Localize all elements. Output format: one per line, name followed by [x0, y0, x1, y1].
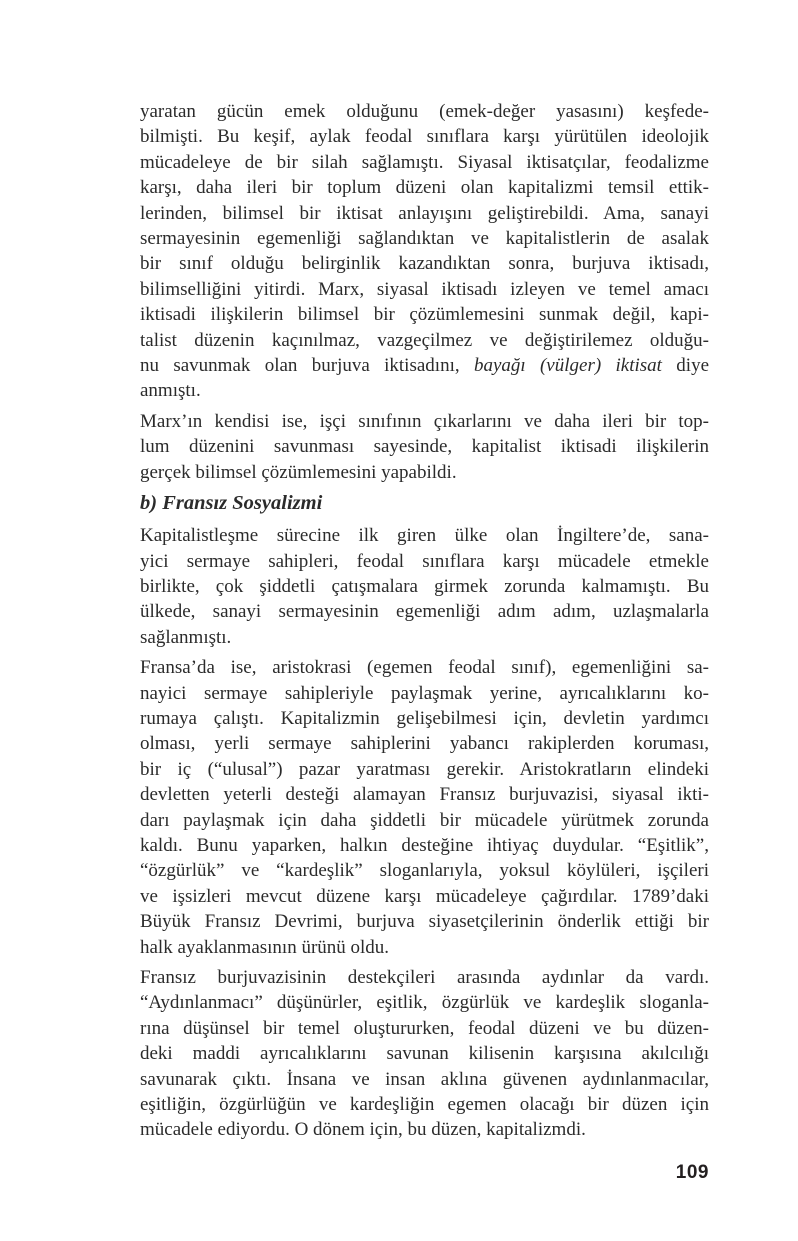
paragraph-england-capitalism — [140, 523, 709, 650]
text-line: birlikte, çok şiddetli çatışmalara girmek zorunda kalmamıştı. Bu — [140, 575, 709, 597]
text-line — [140, 353, 709, 378]
text-line: lerinden, bilimsel bir iktisat anlayışını geliştirebildi. Ama, sanayi — [140, 202, 709, 224]
text-line: bir iç (“ulusal”) pazar yaratması gerekir. Aristokratların elindeki — [140, 758, 709, 780]
text-line: savunarak çıktı. İnsana ve insan aklına güvenen aydınlanmacılar, — [140, 1068, 709, 1090]
text-line: karşı, daha ileri bir toplum düzeni olan kapitalizmi temsil ettik- — [140, 177, 709, 199]
text-line: eşitliğin, özgürlüğün ve kardeşliğin egemen olacağı bir düzen için — [140, 1094, 709, 1116]
text-line: bilimselliğini yitirdi. Marx, siyasal iktisadı izleyen ve temel amacı — [140, 278, 709, 300]
text-line: “özgürlük” ve “kardeşlik” sloganlarıyla, yoksul köylüleri, işçileri — [140, 860, 709, 882]
text-line: Büyük Fransız Devrimi, burjuva siyasetçilerinin önderlik ettiği bir — [140, 911, 709, 933]
text-line: talist düzenin kaçınılmaz, vazgeçilmez ve değiştirilemez olduğu- — [140, 329, 709, 351]
text-line: bir sınıf olduğu belirginlik kazandıktan sonra, burjuva iktisadı, — [140, 253, 709, 275]
paragraph-enlightenment — [140, 965, 709, 1143]
text-line: bilmişti. Bu keşif, aylak feodal sınıflara karşı yürütülen ideolojik — [140, 126, 709, 148]
text-line: rına düşünsel bir temel oluştururken, feodal düzeni ve bu düzen- — [140, 1017, 709, 1039]
text-line: Fransa’da ise, aristokrasi (egemen feodal sınıf), egemenliğini sa- — [140, 657, 709, 679]
text-line: lum düzenini savunması sayesinde, kapitalist iktisadi ilişkilerin — [140, 436, 709, 458]
text-line: ülkede, sanayi sermayesinin egemenliği adım adım, uzlaşmalarla — [140, 601, 709, 623]
text-line: sağlanmıştı. — [140, 626, 232, 648]
text-line: nayici sermaye sahipleriyle paylaşmak yerine, ayrıcalıklarını ko- — [140, 682, 709, 704]
text-line: iktisadi ilişkilerin bilimsel bir çözümlemesini sunmak değil, kapi- — [140, 304, 709, 326]
text-line: “Aydınlanmacı” düşünürler, eşitlik, özgürlük ve kardeşlik sloganla- — [140, 992, 709, 1014]
section-heading-french-socialism: b) Fransız Sosyalizmi — [140, 492, 323, 515]
text-line: Kapitalistleşme sürecine ilk giren ülke olan İngiltere’de, sana- — [140, 525, 709, 547]
paragraph-marx-analysis — [140, 409, 709, 485]
text-segment: nu savunmak olan burjuva iktisadını, — [140, 355, 474, 377]
text-line: mücadele ediyordu. O dönem için, bu düzen, kapitalizmdi. — [140, 1119, 586, 1141]
text-line: sermayesinin egemenliği sağlandıktan ve kapitalistlerin de asalak — [140, 228, 709, 250]
text-line: darı paylaşmak için daha şiddetli bir mücadele yürütmek zorunda — [140, 809, 709, 831]
italic-phrase: bayağı (vülger) iktisat — [473, 355, 662, 377]
text-line: gerçek bilimsel çözümlemesini yapabildi. — [140, 461, 457, 483]
paragraph-france-aristocracy — [140, 655, 709, 960]
text-line: devletten yeterli desteği alamayan Fransız burjuvazisi, siyasal ikti- — [140, 784, 709, 806]
text-line: kaldı. Bunu yaparken, halkın desteğine ihtiyaç duydular. “Eşitlik”, — [140, 834, 709, 856]
paragraph-vulgar-economics — [140, 99, 709, 404]
text-line: rumaya çalıştı. Kapitalizmin gelişebilmesi için, devletin yardımcı — [140, 707, 709, 729]
text-line: Fransız burjuvazisinin destekçileri arasında aydınlar da vardı. — [140, 967, 709, 988]
text-line: deki maddi ayrıcalıklarını savunan kilisenin karşısına akılcılığı — [140, 1043, 709, 1065]
page-number: 109 — [675, 1162, 709, 1183]
text-line: olması, yerli sermaye sahiplerini yabancı rakiplerden koruması, — [140, 733, 709, 755]
text-segment: diye — [661, 355, 709, 377]
text-line: mücadeleye de bir silah sağlamıştı. Siyasal iktisatçılar, feodalizme — [140, 151, 709, 173]
text-line: Marx’ın kendisi ise, işçi sınıfının çıkarlarını ve daha ileri bir top- — [140, 410, 709, 432]
text-line: yici sermaye sahipleri, feodal sınıflara karşı mücadele etmekle — [140, 550, 709, 572]
text-line: yaratan gücün emek olduğunu (emek-değer yasasını) keşfede- — [140, 101, 709, 122]
text-line: ve işsizleri mevcut düzene karşı mücadeleye çağırdılar. 1789’daki — [140, 885, 709, 907]
text-line: anmıştı. — [140, 380, 201, 402]
text-line: halk ayaklanmasının ürünü oldu. — [140, 936, 390, 958]
text-column — [140, 99, 709, 1148]
